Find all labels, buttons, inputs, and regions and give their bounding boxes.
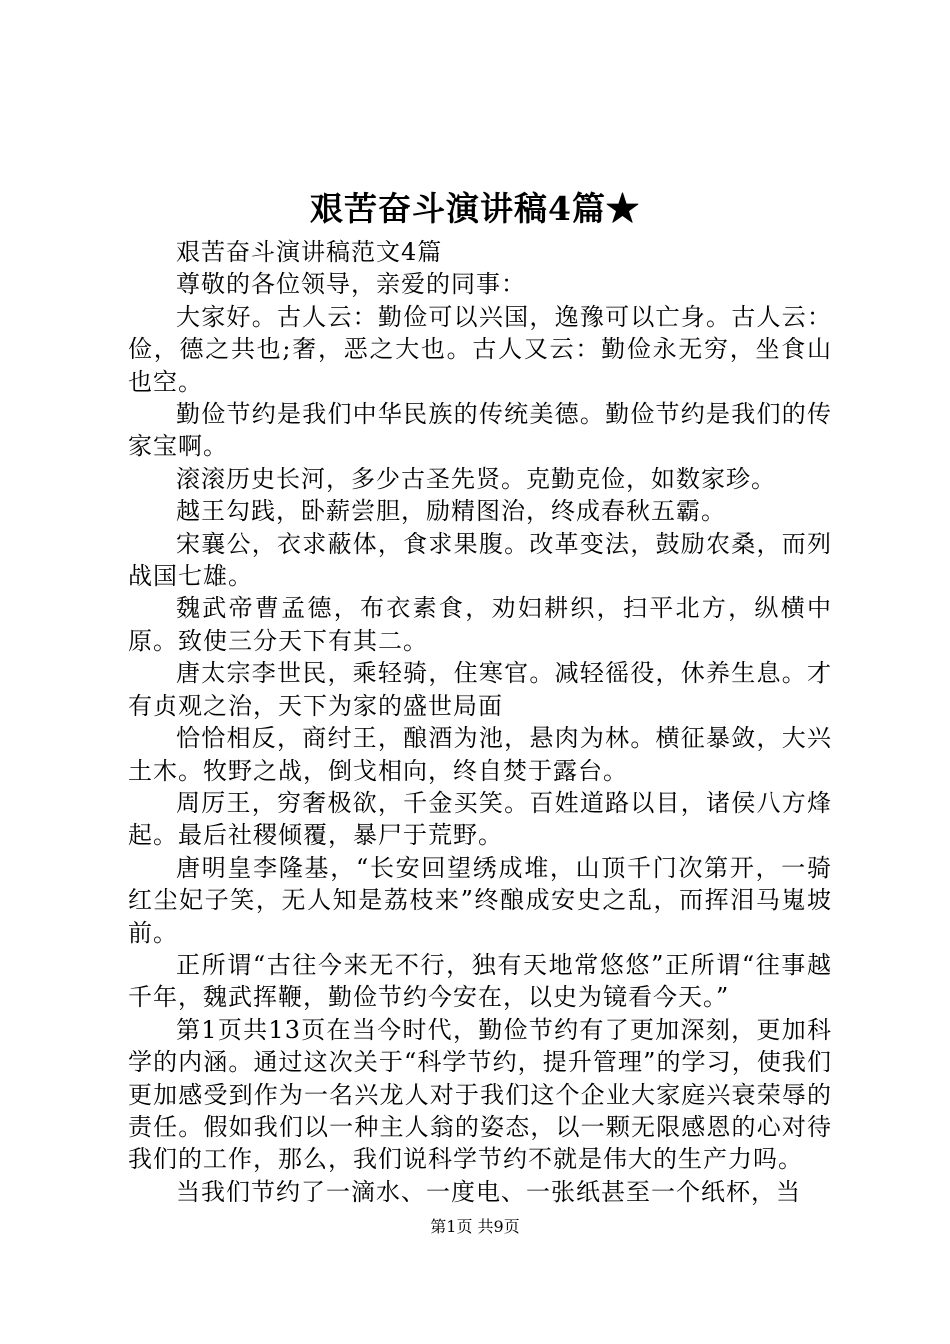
- paragraph: 唐太宗李世民，乘轻骑，住寒官。减轻徭役，休养生息。才有贞观之治，天下为家的盛世局面: [128, 659, 832, 720]
- paragraph: 勤俭节约是我们中华民族的传统美德。勤俭节约是我们的传家宝啊。: [128, 400, 832, 461]
- paragraph: 周厉王，穷奢极欲，千金买笑。百姓道路以目，诸侯八方烽起。最后社稷倾覆，暴尸于荒野。: [128, 788, 832, 850]
- document-body: [128, 236, 832, 1208]
- paragraph: 当我们节约了一滴水、一度电、一张纸甚至一个纸杯，当: [176, 1177, 801, 1206]
- paragraph: 大家好。古人云：勤俭可以兴国，逸豫可以亡身。古人云：俭，德之共也;奢，恶之大也。古人又云：勤俭永无穷，坐食山也空。: [128, 302, 832, 396]
- paragraph: 正所谓“古往今来无不行，独有天地常悠悠”正所谓“往事越千年，魏武挥鞭，勤俭节约今安在，以史为镜看今天。”: [128, 950, 832, 1012]
- paragraph: 魏武帝曹孟德，布衣素食，劝妇耕织，扫平北方，纵横中原。致使三分天下有其二。: [128, 594, 832, 655]
- paragraph-subtitle: 艰苦奋斗演讲稿范文4篇: [176, 238, 443, 266]
- paragraph: 越王勾践，卧薪尝胆，励精图治，终成春秋五霸。: [176, 497, 726, 526]
- paragraph: 宋襄公，衣求蔽体，食求果腹。改革变法，鼓励农桑，而列战国七雄。: [128, 529, 832, 591]
- paragraph: 第1页共13页在当今时代，勤俭节约有了更加深刻，更加科学的内涵。通过这次关于“科学节约，提升管理”的学习，使我们更加感受到作为一名兴龙人对于我们这个企业大家庭兴衰荣辱的责任。假如我们以一种主人翁的姿态，以一颗无限感恩的心对待我们的工作，那么，我们说科学节约不就是伟大的生产力吗。: [128, 1015, 832, 1174]
- document-title: 艰苦奋斗演讲稿4篇★: [310, 189, 640, 228]
- paragraph: 恰恰相反，商纣王，酿酒为池，悬肉为林。横征暴敛，大兴土木。牧野之战，倒戈相向，终自焚于露台。: [128, 724, 832, 785]
- page-footer: 第1页 共9页: [430, 1217, 520, 1236]
- paragraph: 滚滚历史长河，多少古圣先贤。克勤克俭，如数家珍。: [176, 464, 776, 493]
- paragraph-salutation: 尊敬的各位领导，亲爱的同事：: [176, 270, 526, 299]
- paragraph: 唐明皇李隆基，“长安回望绣成堆，山顶千门次第开，一骑红尘妃子笑，无人知是荔枝来”终酿成安史之乱，而挥泪马嵬坡前。: [128, 853, 832, 947]
